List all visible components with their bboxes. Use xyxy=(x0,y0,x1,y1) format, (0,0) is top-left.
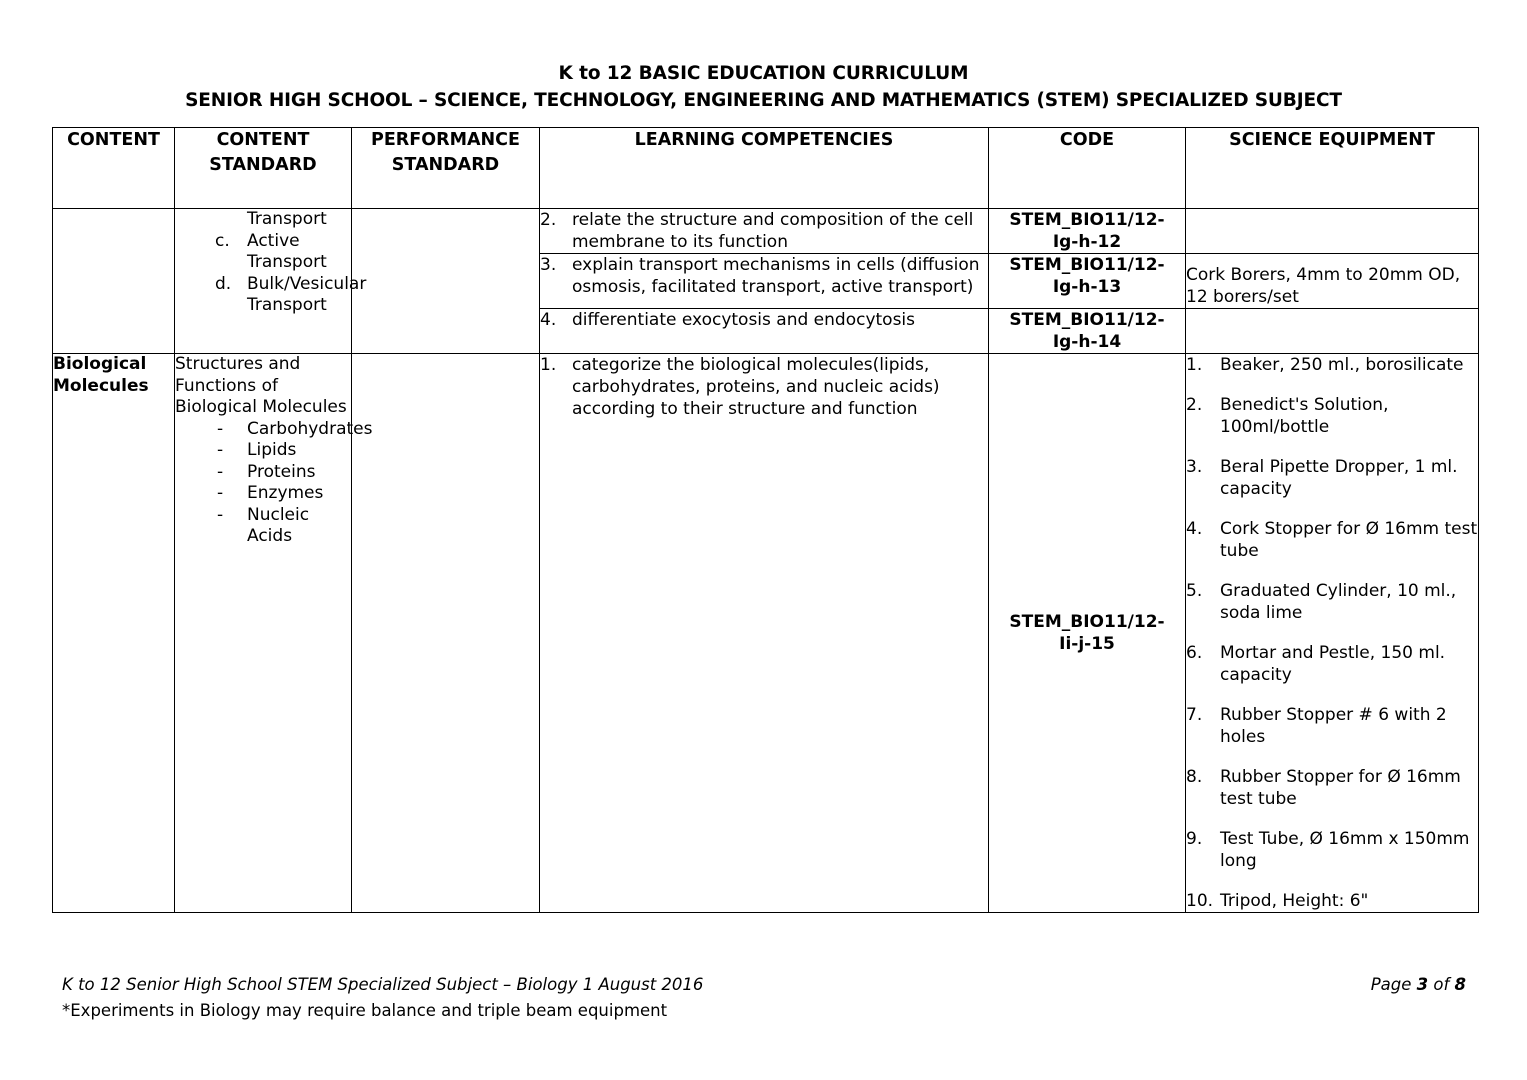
science-equipment-list xyxy=(1186,354,1478,912)
competency-number: 2. xyxy=(540,210,557,230)
footer-note: *Experiments in Biology may require balance and triple beam equipment xyxy=(62,1001,668,1020)
cell-science-equipment xyxy=(1186,309,1479,354)
subitem-marker: - xyxy=(217,461,224,482)
code-line-1: STEM_BIO11/12- xyxy=(1009,612,1165,632)
competency-number: 4. xyxy=(540,310,557,330)
code-line-1: STEM_BIO11/12- xyxy=(1009,210,1165,230)
column-header-content-standard-line2: STANDARD xyxy=(209,155,317,175)
content-standard-item-marker: d. xyxy=(215,273,232,294)
table-row xyxy=(53,209,1479,254)
cell-code xyxy=(989,254,1186,309)
list-item xyxy=(1186,828,1478,872)
learning-competency-item xyxy=(540,354,988,420)
table-row-biological-molecules xyxy=(53,354,1479,913)
document-footer xyxy=(62,974,1466,1022)
learning-competency-item xyxy=(540,209,988,253)
cell-content-standard-biological-molecules xyxy=(175,354,373,913)
equipment-text: Benedict's Solution, 100ml/bottle xyxy=(1220,395,1389,437)
learning-competency-item xyxy=(540,309,988,331)
cell-science-equipment xyxy=(1186,209,1479,254)
list-item xyxy=(1186,394,1478,438)
cell-learning-competency xyxy=(540,309,989,354)
column-header-performance-standard-line1: PERFORMANCE xyxy=(371,130,520,150)
column-header-learning-competencies: LEARNING COMPETENCIES xyxy=(540,128,989,209)
content-standard-item-text: Bulk/Vesicular Transport xyxy=(247,273,367,315)
competency-text: categorize the biological molecules(lipids, carbohydrates, proteins, and nucleic acids) according to their structure and function xyxy=(572,355,940,419)
content-standard-subitem xyxy=(175,440,351,462)
equipment-number: 6. xyxy=(1186,643,1203,663)
content-standard-lead: Structures and Functions of Biological Molecules xyxy=(175,354,347,417)
subitem-text: Nucleic Acids xyxy=(247,504,310,546)
cell-code xyxy=(989,209,1186,254)
equipment-number: 7. xyxy=(1186,705,1203,725)
cell-performance-standard-continued xyxy=(352,209,540,354)
column-header-science-equipment: SCIENCE EQUIPMENT xyxy=(1186,128,1479,209)
column-header-content-standard xyxy=(175,128,352,209)
content-standard-subitem xyxy=(175,462,351,484)
content-standard-subitem xyxy=(175,505,351,548)
footer-source-label: K to 12 Senior High School STEM Specialized Subject – Biology 1 August 2016 xyxy=(62,975,704,994)
learning-competency-item xyxy=(540,254,988,298)
subitem-text: Lipids xyxy=(247,440,297,460)
competency-number: 3. xyxy=(540,255,557,275)
subitem-marker: - xyxy=(217,504,224,525)
cell-learning-competency xyxy=(540,209,989,254)
code-line-2: Ii-j-15 xyxy=(1059,634,1115,654)
list-item xyxy=(1186,456,1478,500)
equipment-text: Test Tube, Ø 16mm x 150mm long xyxy=(1220,829,1470,871)
content-standard-item xyxy=(175,273,367,317)
cell-content-biological-molecules: Biological Molecules xyxy=(53,354,175,913)
cell-content-standard-continued xyxy=(175,209,367,354)
cell-science-equipment: Cork Borers, 4mm to 20mm OD, 12 borers/set xyxy=(1186,254,1479,309)
competency-number: 1. xyxy=(540,355,557,375)
curriculum-table xyxy=(52,127,1479,913)
list-item xyxy=(1186,890,1478,912)
content-standard-subitem xyxy=(175,418,373,441)
equipment-number: 9. xyxy=(1186,829,1203,849)
page-current: 3 xyxy=(1416,975,1429,994)
content-standard-item xyxy=(175,231,351,274)
curriculum-title: K to 12 BASIC EDUCATION CURRICULUM xyxy=(558,63,969,84)
subitem-marker: - xyxy=(217,418,224,439)
equipment-number: 5. xyxy=(1186,581,1203,601)
list-item xyxy=(1186,704,1478,748)
subitem-text: Carbohydrates xyxy=(247,418,373,439)
subitem-text: Proteins xyxy=(247,461,316,482)
curriculum-subtitle: SENIOR HIGH SCHOOL – SCIENCE, TECHNOLOGY, ENGINEERING AND MATHEMATICS (STEM) SPECIALIZED SUBJECT xyxy=(185,90,1342,111)
equipment-number: 2. xyxy=(1186,395,1203,415)
equipment-text: Tripod, Height: 6" xyxy=(1220,891,1369,911)
code-line-2: Ig-h-14 xyxy=(1052,332,1122,352)
subitem-marker: - xyxy=(217,440,224,460)
list-item xyxy=(1186,766,1478,810)
content-standard-subitem xyxy=(175,483,351,505)
page-of: of xyxy=(1428,975,1455,994)
equipment-text: Graduated Cylinder, 10 ml., soda lime xyxy=(1220,581,1457,623)
column-header-content-standard-line1: CONTENT xyxy=(216,130,310,150)
equipment-number: 4. xyxy=(1186,519,1203,539)
column-header-content: CONTENT xyxy=(53,128,175,209)
cell-learning-competency-biological-molecules xyxy=(540,354,989,913)
page-number xyxy=(1371,974,1466,996)
footer-top-row xyxy=(62,974,1466,998)
equipment-number: 1. xyxy=(1186,355,1203,375)
competency-text: explain transport mechanisms in cells (diffusion osmosis, facilitated transport, active transport) xyxy=(572,255,980,297)
competency-text: differentiate exocytosis and endocytosis xyxy=(572,310,916,330)
equipment-text: Beral Pipette Dropper, 1 ml. capacity xyxy=(1220,457,1458,499)
equipment-number: 8. xyxy=(1186,767,1203,787)
list-item xyxy=(1186,354,1478,376)
column-header-performance-standard xyxy=(352,128,540,209)
cell-performance-standard-biological-molecules xyxy=(352,354,540,913)
equipment-text: Rubber Stopper # 6 with 2 holes xyxy=(1220,705,1447,747)
cell-content-continued xyxy=(53,209,175,354)
page-prefix: Page xyxy=(1370,975,1417,994)
equipment-text: Cork Stopper for Ø 16mm test tube xyxy=(1220,519,1478,561)
content-standard-item-text: Active Transport xyxy=(247,230,327,272)
cell-code-biological-molecules xyxy=(989,354,1186,913)
table-header-row xyxy=(53,128,1479,209)
cell-learning-competency xyxy=(540,254,989,309)
content-standard-lead: Transport xyxy=(247,209,327,229)
equipment-text: Rubber Stopper for Ø 16mm test tube xyxy=(1220,767,1461,809)
column-header-code: CODE xyxy=(989,128,1186,209)
document-header xyxy=(0,62,1527,113)
equipment-text: Beaker, 250 ml., borosilicate xyxy=(1220,355,1464,375)
equipment-number: 3. xyxy=(1186,457,1203,477)
competency-text: relate the structure and composition of the cell membrane to its function xyxy=(572,210,974,252)
code-line-2: Ig-h-12 xyxy=(1052,232,1122,252)
content-standard-item-marker: c. xyxy=(215,230,230,251)
code-line-1: STEM_BIO11/12- xyxy=(1009,255,1165,275)
list-item xyxy=(1186,642,1478,686)
column-header-performance-standard-line2: STANDARD xyxy=(391,155,500,175)
subitem-text: Enzymes xyxy=(247,483,324,503)
list-item xyxy=(1186,518,1478,562)
equipment-text: Mortar and Pestle, 150 ml. capacity xyxy=(1220,643,1446,685)
code-line-2: Ig-h-13 xyxy=(1052,277,1122,297)
list-item xyxy=(1186,580,1478,624)
cell-code xyxy=(989,309,1186,354)
page-total: 8 xyxy=(1454,975,1466,994)
equipment-number: 10. xyxy=(1186,891,1214,911)
code-line-1: STEM_BIO11/12- xyxy=(1009,310,1165,330)
subitem-marker: - xyxy=(217,483,224,503)
cell-science-equipment-biological-molecules xyxy=(1186,354,1479,913)
